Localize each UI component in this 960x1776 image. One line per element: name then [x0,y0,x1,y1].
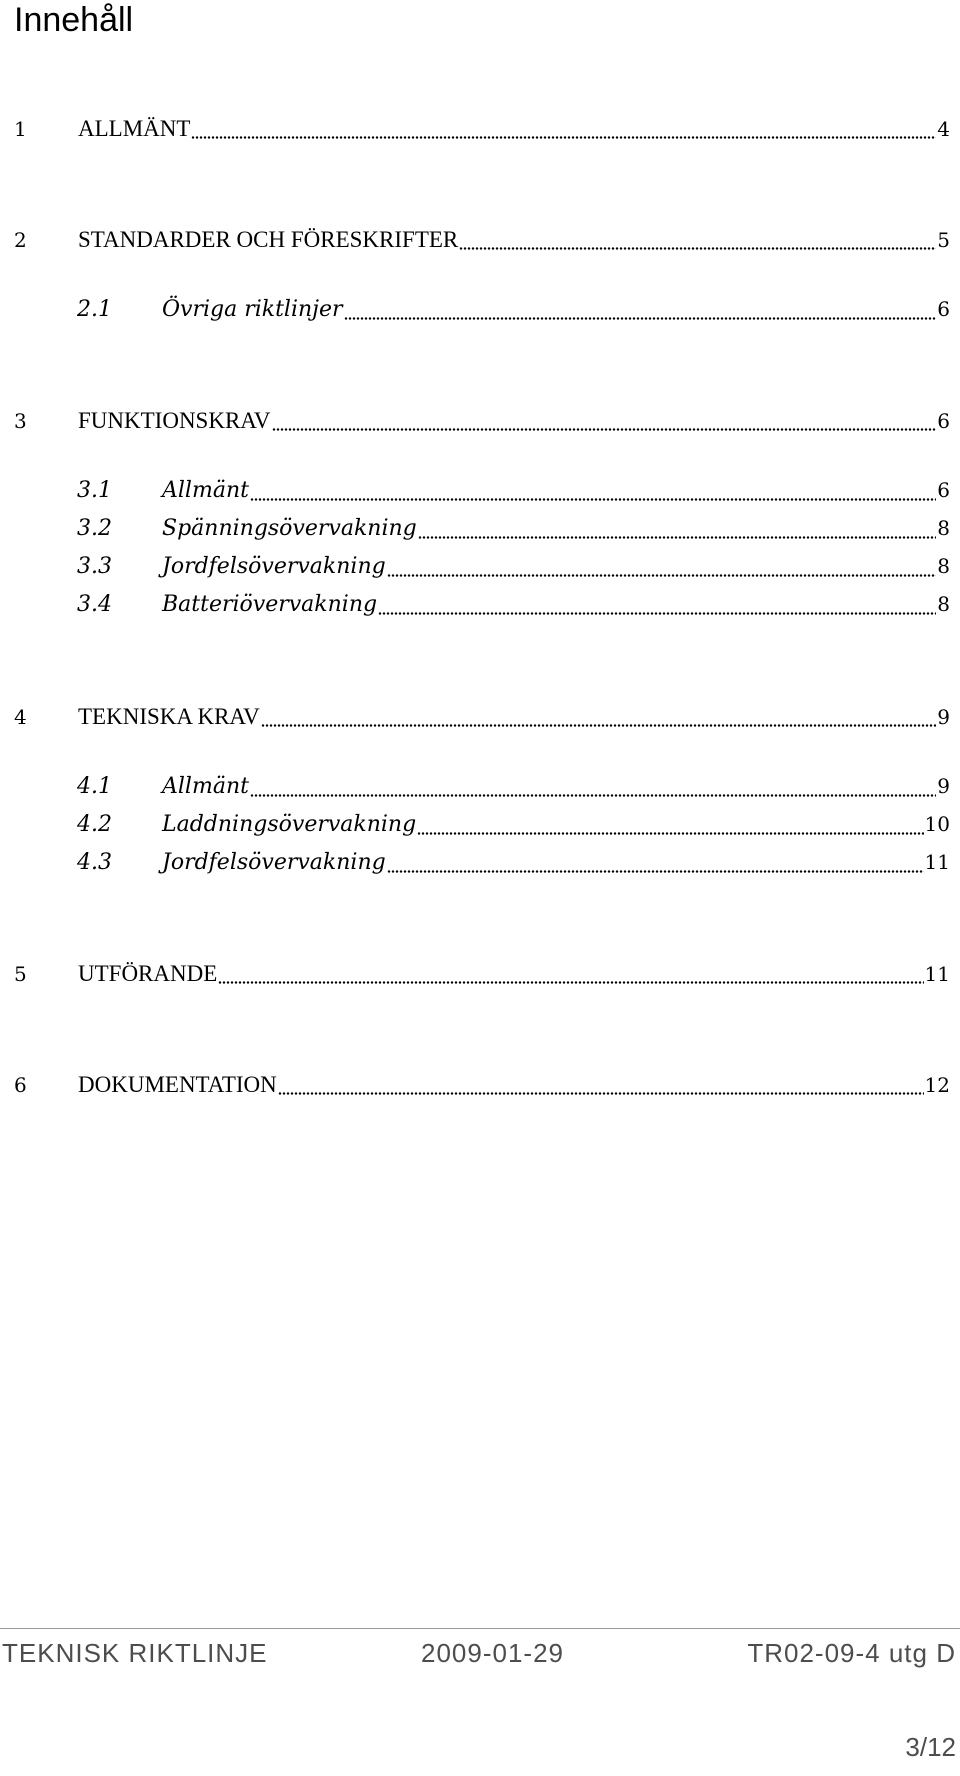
toc-subentry[interactable] [14,774,950,804]
toc-entry-title: Allmänt [162,774,249,799]
toc-subentry[interactable] [14,812,950,842]
footer-date: 2009-01-29 [421,1638,564,1668]
toc-subentry[interactable] [14,554,950,584]
toc-subentry[interactable] [14,592,950,622]
toc-subentry[interactable] [14,297,950,327]
dot-leader [250,498,936,501]
toc-entry-title: Jordfelsövervakning [162,850,386,875]
toc-entry[interactable] [14,227,950,257]
dot-leader [272,428,937,431]
toc-entry-page: 8 [937,592,950,616]
toc-entry-number: 3.3 [77,554,112,579]
toc-entry-page: 9 [937,705,950,729]
dot-leader [387,574,937,577]
footer-doc-id: TR02-09-4 utg D [747,1638,956,1668]
toc-entry[interactable] [14,116,950,146]
toc-entry-page: 8 [937,554,950,578]
dot-leader [344,317,937,320]
toc-entry-title: Jordfelsövervakning [162,554,386,579]
page-footer [0,1638,960,1678]
toc-entry-title: Allmänt [162,478,249,503]
footer-divider [0,1628,960,1629]
toc-entry-title: DOKUMENTATION [78,1072,277,1097]
toc-entry-page: 6 [937,409,950,433]
dot-leader [417,832,923,835]
toc-entry-number: 4.2 [77,812,112,837]
toc-entry-number: 3.2 [77,516,112,541]
toc-entry-page: 4 [937,117,950,141]
dot-leader [387,870,924,873]
toc-entry-page: 9 [937,774,950,798]
toc-entry-number: 4.3 [77,850,112,875]
toc-entry-number: 2.1 [77,297,112,322]
toc-entry-number: 2 [14,228,27,252]
toc-subentry[interactable] [14,478,950,508]
dot-leader [218,981,923,984]
dot-leader [261,724,937,727]
toc-entry-number: 3 [14,409,27,433]
toc-subentry[interactable] [14,850,950,880]
toc-entry-number: 1 [14,117,27,141]
toc-entry-title: FUNKTIONSKRAV [78,408,271,433]
toc-entry-number: 3.1 [77,478,112,503]
toc-entry-number: 4 [14,705,27,729]
toc-entry-title: STANDARDER OCH FÖRESKRIFTER [78,227,459,252]
toc-entry[interactable] [14,1072,950,1102]
toc-entry-page: 6 [937,478,950,502]
toc-entry[interactable] [14,704,950,734]
toc-entry-title: Spänningsövervakning [162,516,417,541]
toc-entry-page: 11 [924,962,950,986]
toc-entry-title: ALLMÄNT [78,116,191,141]
page-number: 3/12 [905,1732,956,1762]
toc-entry-number: 6 [14,1073,27,1097]
toc-entry-title: Batteriövervakning [162,592,378,617]
toc-entry-page: 8 [937,516,950,540]
toc-entry-page: 10 [924,812,950,836]
toc-entry-number: 4.1 [77,774,112,799]
dot-leader [250,794,936,797]
toc-entry-title: UTFÖRANDE [78,961,218,986]
toc-heading: Innehåll [14,1,134,39]
dot-leader [418,536,937,539]
dot-leader [459,247,936,250]
toc-entry-page: 5 [937,228,950,252]
toc-entry-page: 11 [924,850,950,874]
toc-entry-title: Laddningsövervakning [162,812,417,837]
dot-leader [378,612,936,615]
toc-entry-page: 6 [937,297,950,321]
toc-entry-page: 12 [924,1073,950,1097]
toc-entry-number: 3.4 [77,592,112,617]
toc-entry[interactable] [14,961,950,991]
toc-subentry[interactable] [14,516,950,546]
toc-entry-title: TEKNISKA KRAV [78,704,260,729]
dot-leader [191,136,936,139]
toc-entry-title: Övriga riktlinjer [162,297,343,322]
footer-doc-type: TEKNISK RIKTLINJE [2,1638,268,1668]
toc-entry-number: 5 [14,962,27,986]
toc-entry[interactable] [14,408,950,438]
dot-leader [278,1092,924,1095]
